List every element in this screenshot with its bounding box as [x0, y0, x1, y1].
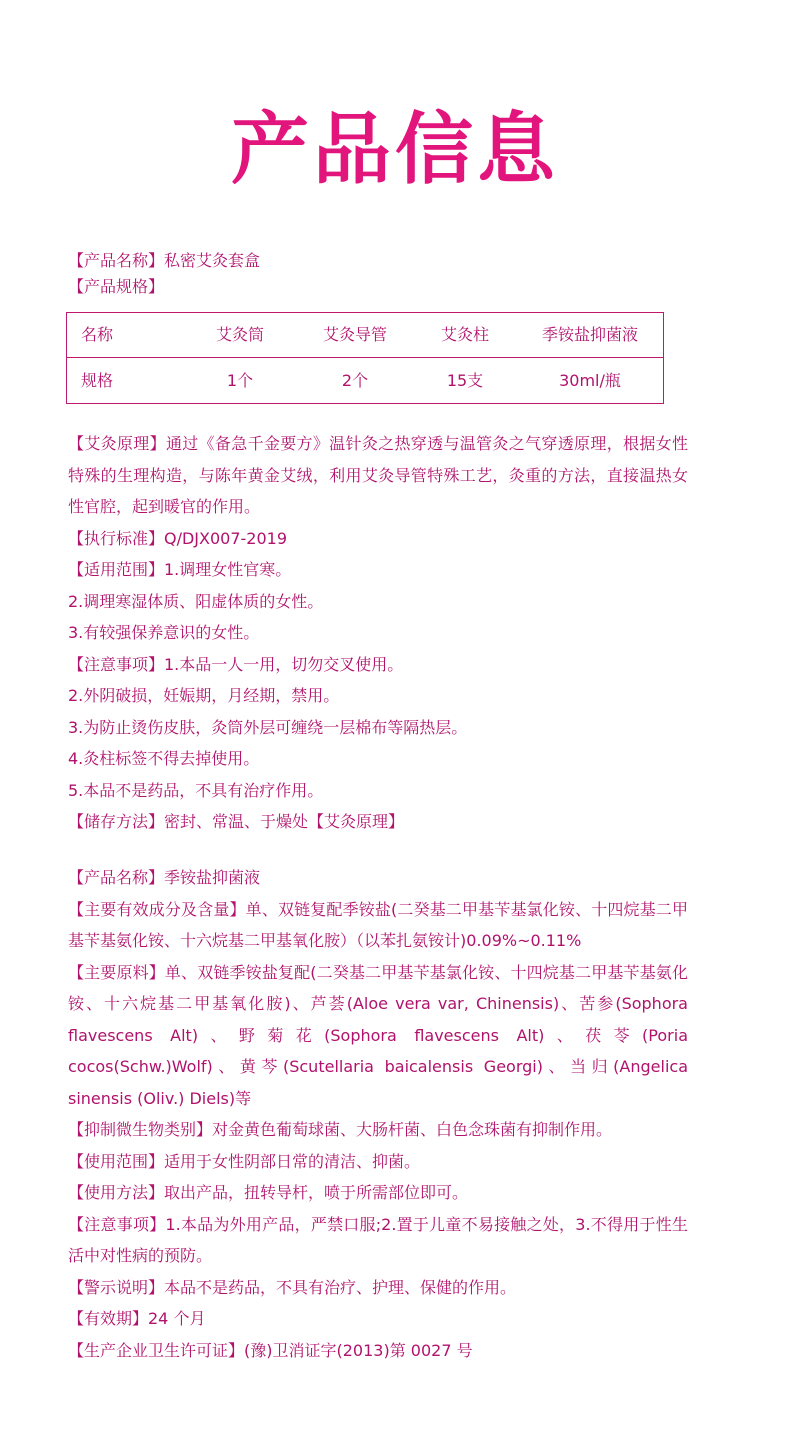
- spec-cell: 2个: [341, 371, 369, 390]
- storage-line: 【储存方法】密封、常温、于燥处【艾灸原理】: [68, 812, 405, 831]
- spec-header-cell: 季铵盐抑菌液: [541, 325, 638, 344]
- product-spec-label: 【产品规格】: [68, 277, 165, 296]
- scope-line: 2.调理寒湿体质、阳虚体质的女性。: [68, 591, 324, 611]
- spec-header-cell: 名称: [81, 325, 114, 344]
- spec-cell: 规格: [81, 371, 114, 390]
- main-materials-paragraph: 【主要原料】单、双链季铵盐复配(二癸基二甲基苄基氯化铵、十四烷基二甲基苄基氨化铵、十六烷基二甲基氧化胺)、芦荟(Aloe vera var, Chinensis)、苦参(Sophora flavescens Alt)、野菊花(Sophora flavescens Alt)、茯苓(Poria cocos(Schw.)Wolf)、黄芩(Scutellaria baicalensis Georgi)、当归(Angelica sinensis (Oliv.) Diels)等: [68, 962, 688, 1108]
- page-title: 产品信息: [230, 105, 559, 195]
- scope-line: 【适用范围】1.调理女性官寒。: [68, 560, 292, 579]
- standard-line: 【执行标准】Q/DJX007-2019: [68, 528, 288, 548]
- spec-table-header-row: [67, 313, 663, 358]
- notice-line: 4.灸柱标签不得去掉使用。: [68, 749, 260, 768]
- spec-header-cell: 艾灸导管: [322, 325, 387, 344]
- precautions-paragraph: 【注意事项】1.本品为外用产品，严禁口服;2.置于儿童不易接触之处，3.不得用于性生活中对性病的预防。: [68, 1214, 688, 1265]
- notice-line: 2.外阴破损，妊娠期，月经期，禁用。: [68, 686, 340, 705]
- spec-cell: 30ml/瓶: [559, 371, 621, 390]
- license-line: 【生产企业卫生许可证】(豫)卫消证字(2013)第 0027 号: [68, 1340, 473, 1360]
- principle-paragraph: 【艾灸原理】通过《备急千金要方》温针灸之热穿透与温管灸之气穿透原理，根据女性特殊的生理构造，与陈年黄金艾绒，利用艾灸导管特殊工艺，灸重的方法，直接温热女性官腔，起到暖官的作用。: [68, 434, 688, 516]
- scope-line: 3.有较强保养意识的女性。: [68, 623, 260, 642]
- microbe-line: 【抑制微生物类别】对金黄色葡萄球菌、大肠杆菌、白色念珠菌有抑制作用。: [68, 1120, 613, 1139]
- notice-line: 【注意事项】1.本品一人一用，切勿交叉使用。: [68, 654, 404, 674]
- product-name-line: 【产品名称】私密艾灸套盒: [68, 251, 261, 270]
- spec-table-row: [67, 359, 663, 403]
- moxibustion-info-section: [68, 428, 688, 838]
- warning-line: 【警示说明】本品不是药品，不具有治疗、护理、保健的作用。: [68, 1277, 517, 1297]
- notice-line: 3.为防止烫伤皮肤，灸筒外层可缠绕一层棉布等隔热层。: [68, 717, 468, 737]
- active-ingredients-paragraph: 【主要有效成分及含量】单、双链复配季铵盐(二癸基二甲基苄基氯化铵、十四烷基二甲基苄基氨化铵、十六烷基二甲基氧化胺）（以苯扎氨铵计)0.09%~0.11%: [68, 899, 688, 950]
- validity-line: 【有效期】24 个月: [68, 1309, 206, 1328]
- antibacterial-liquid-section: [68, 862, 688, 1366]
- spec-cell: 1个: [226, 371, 254, 390]
- notice-line: 5.本品不是药品，不具有治疗作用。: [68, 780, 324, 800]
- usage-scope-line: 【使用范围】适用于女性阴部日常的清洁、抑菌。: [68, 1151, 421, 1171]
- spec-header-cell: 艾灸筒: [215, 325, 264, 344]
- liquid-name-line: 【产品名称】季铵盐抑菌液: [68, 868, 261, 887]
- usage-method-line: 【使用方法】取出产品，扭转导杆，喷于所需部位即可。: [68, 1183, 469, 1202]
- spec-table: [66, 312, 664, 404]
- product-summary: [68, 248, 698, 300]
- spec-cell: 15支: [446, 371, 484, 390]
- spec-header-cell: 艾灸柱: [440, 325, 489, 344]
